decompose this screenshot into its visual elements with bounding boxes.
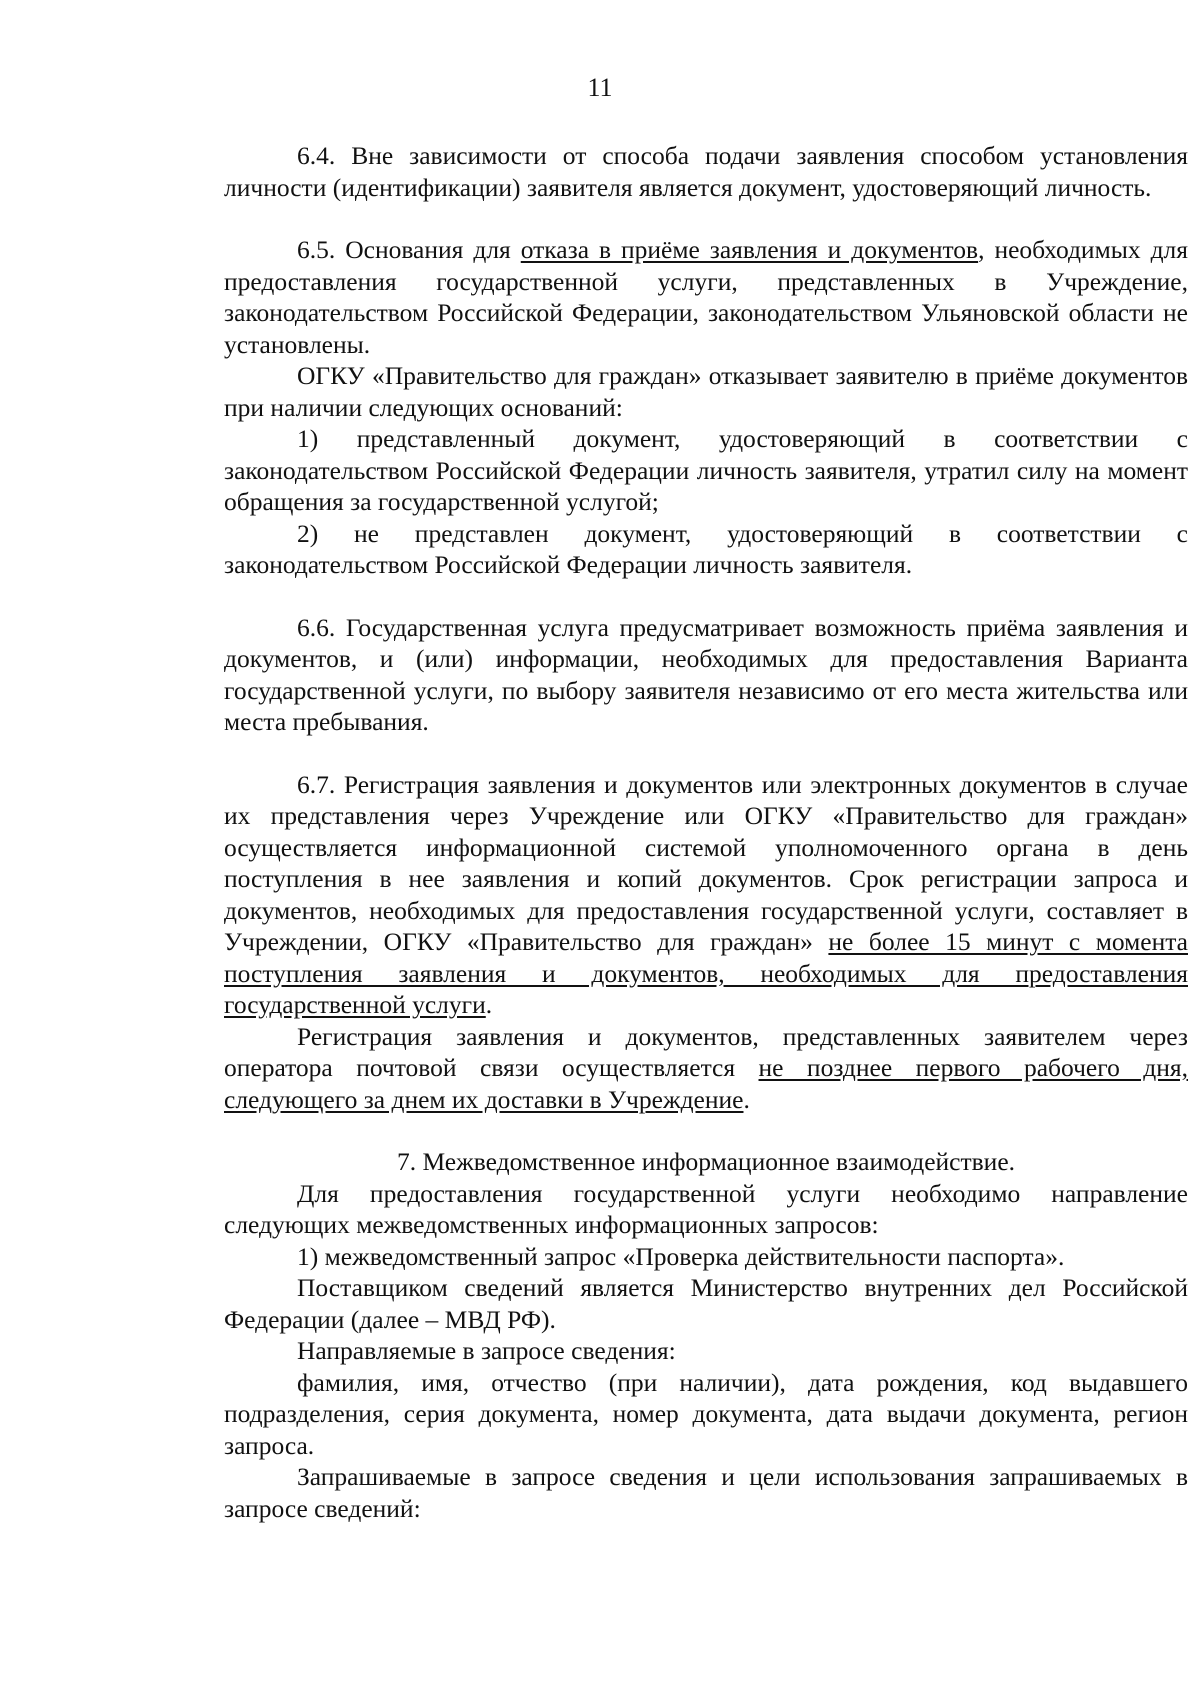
document-body bbox=[224, 140, 1188, 1524]
section-7-intro: Для предоставления государственной услуги необходимо направление следующих межведомственных информационных запросов: bbox=[224, 1178, 1188, 1239]
paragraph-6-7 bbox=[224, 769, 1188, 1021]
paragraph-6-5-refusal: ОГКУ «Правительство для граждан» отказывает заявителю в приёме документов при наличии следующих оснований: bbox=[224, 361, 1188, 422]
paragraph-6-5 bbox=[224, 234, 1188, 360]
paragraph-6-7-start: 6.7. Регистрация заявления и документов или электронных документов в случае их представления через Учреждение или ОГКУ «Правительство для граждан» осуществляется информационной системой уполномоченного органа в день поступления в нее заявления и копий документов. Срок регистрации запроса и документов, необходимых для предоставления государственной услуги, составляет в Учреждении, ОГКУ «Правительство для граждан» bbox=[224, 769, 1188, 956]
paragraph-6-4: 6.4. Вне зависимости от способа подачи заявления способом установления личности (идентификации) заявителя является документ, удостоверяющий личность. bbox=[224, 141, 1188, 202]
section-7-heading: 7. Межведомственное информационное взаимодействие. bbox=[396, 1147, 1016, 1176]
paragraph-6-7-underlined: не более 15 минут с момента поступления заявления и документов, необходимых для предоставления государственной услуги bbox=[224, 927, 1188, 1019]
paragraph-6-7-postal bbox=[224, 1021, 1188, 1116]
page-number: 11 bbox=[587, 73, 613, 102]
paragraph-6-5-start: 6.5. Основания для bbox=[297, 235, 521, 264]
paragraph-6-6: 6.6. Государственная услуга предусматривает возможность приёма заявления и документов, и (или) информации, необходимых для предоставления Варианта государственной услуги, по выбору заявителя независимо от его места жительства или места пребывания. bbox=[224, 612, 1188, 736]
section-7-sent-data: фамилия, имя, отчество (при наличии), дата рождения, код выдавшего подразделения, серия документа, номер документа, дата выдачи документа, регион запроса. bbox=[224, 1367, 1188, 1460]
paragraph-6-5-item-2: 2) не представлен документ, удостоверяющий в соответствии с законодательством Российской Федерации личность заявителя. bbox=[224, 518, 1188, 579]
paragraph-6-5-item-1: 1) представленный документ, удостоверяющий в соответствии с законодательством Российской Федерации личность заявителя, утратил силу на момент обращения за государственной услугой; bbox=[224, 424, 1188, 516]
section-7-request-1: 1) межведомственный запрос «Проверка действительности паспорта». bbox=[297, 1241, 1065, 1271]
paragraph-6-7-end: . bbox=[485, 990, 493, 1019]
paragraph-6-7-postal-end: . bbox=[743, 1084, 750, 1114]
paragraph-6-5-end: , необходимых для предоставления государственной услуги, представленных в Учреждение, законодательством Российской Федерации, законодательством Ульяновской области не установлены. bbox=[224, 235, 1188, 359]
section-7-provider: Поставщиком сведений является Министерство внутренних дел Российской Федерации (далее – МВД РФ). bbox=[224, 1273, 1188, 1334]
paragraph-6-5-underlined: отказа в приёме заявления и документов bbox=[520, 235, 979, 264]
paragraph-6-7-postal-start: Регистрация заявления и документов, представленных заявителем через оператора почтовой связи осуществляется bbox=[224, 1021, 1188, 1082]
section-7-requested-data: Запрашиваемые в запросе сведения и цели использования запрашиваемых в запросе сведений: bbox=[224, 1462, 1188, 1523]
paragraph-6-7-postal-underlined: не позднее первого рабочего дня, следующего за днем их доставки в Учреждение bbox=[224, 1053, 1188, 1114]
section-7-sent-data-label: Направляемые в запросе сведения: bbox=[297, 1336, 676, 1365]
